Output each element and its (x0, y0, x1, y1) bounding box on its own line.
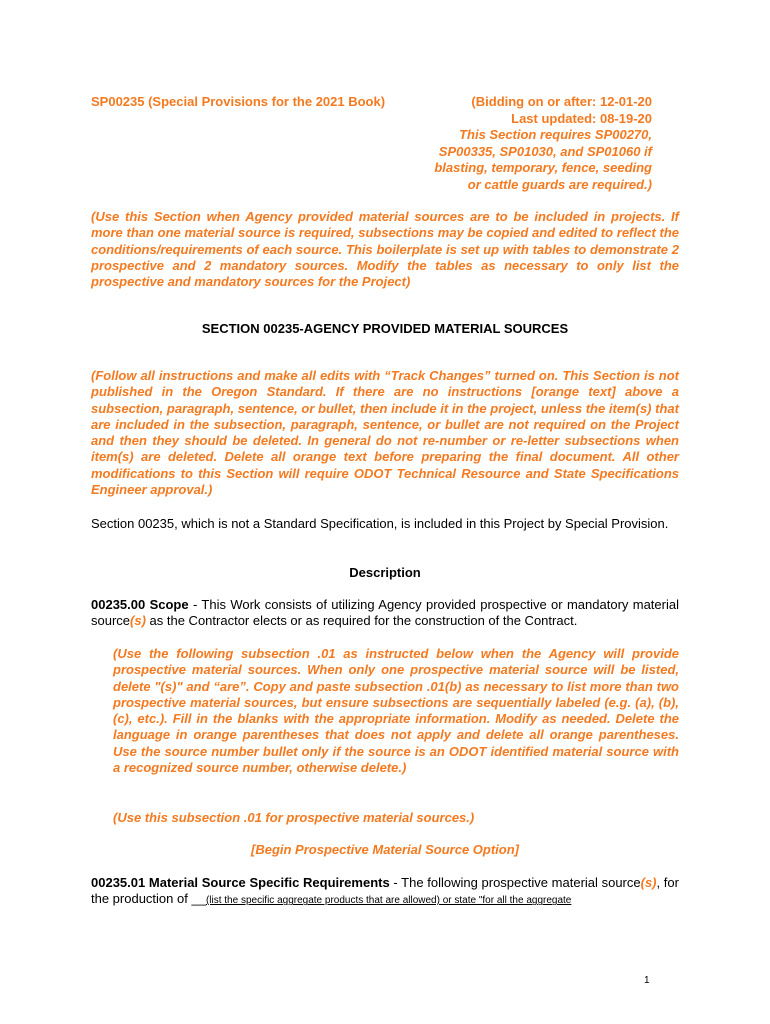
requirements-paragraph (91, 875, 679, 910)
requirements-text-production: , for the production of (91, 875, 679, 907)
requirements-text-line-1: - The following prospective material (389, 875, 598, 890)
header-last-updated: Last updated: 08-19-20 (511, 110, 652, 126)
header-bidding-date: (Bidding on or after: 12-01-20 (471, 94, 652, 109)
requirements-blank: __ (191, 891, 206, 907)
intro-instruction-note: (Use this Section when Agency provided material sources are to be included in projects. If more than one material source is required, subsections may be copied and edited to reflect the conditions/requirements of each source. This boilerplate is set up with tables to demonstrate 2 prospective and 2 mandatory sources. Modify the tables as necessary to only list the prospective and mandatory sources for the Project) (91, 209, 679, 290)
scope-paragraph (91, 597, 679, 630)
header-requires-line-1: This Section requires SP00270, (459, 127, 652, 142)
scope-text-after: as the Contractor elects or as required for the construction of the Contract. (145, 613, 578, 629)
page-number: 1 (644, 975, 650, 986)
header-requires-line-3: blasting, temporary, fence, seeding (434, 160, 652, 175)
header-requires-line-4: or cattle guards are required.) (467, 176, 652, 192)
subsection-instruction-note: (Use the following subsection .01 as instructed below when the Agency will provide prospective material sources. When only one prospective material source will be listed, delete "(s)" and “are”. Copy and paste subsection .01(b) as necessary to list more than two prospective material sources, but ensure subsections are sequentially labeled (e.g. (a), (b), (c), etc.). Fill in the blanks with the appropriate information. Modify as needed. Delete the language in orange parentheses that does not apply and delete all orange parentheses. Use the source number bullet only if the source is an ODOT identified material source with a recognized source number, otherwise delete.) (113, 646, 679, 776)
header-spec-id: SP00235 (Special Provisions for the 2021 Book) (91, 94, 386, 109)
header-requires-line-2: SP00335, SP01030, and SP01060 if (438, 143, 652, 159)
description-heading: Description (349, 565, 421, 580)
requirements-text-source: source (601, 875, 641, 890)
requirements-orange-s: (s) (640, 875, 657, 890)
requirements-underlined-instruction: (list the specific aggregate products that are allowed) or state "for all the aggregate (205, 895, 572, 907)
scope-label: 00235.00 Scope (91, 597, 189, 612)
header-bidding-info (434, 94, 652, 193)
section-title: SECTION 00235-AGENCY PROVIDED MATERIAL SOURCES (201, 321, 569, 336)
requirements-label: 00235.01 Material Source Specific Requirements (91, 875, 390, 890)
edit-instructions-note: (Follow all instructions and make all edits with “Track Changes” turned on. This Section is not published in the Oregon Standard. If there are no instructions [orange text] above a subsection, paragraph, sentence, or bullet, then include it in the project, unless the item(s) that are included in the subsection, paragraph, sentence, or bullet are not required on the Project and then they should be deleted. In general do not re-number or re-letter subsections when item(s) are deleted. Delete all orange text before preparing the final document. All other modifications to this Section will require ODOT Technical Resource and State Specifications Engineer approval.) (91, 368, 679, 498)
scope-text-before: - This Work consists of utilizing Agency provided prospective or mandatory material source (91, 597, 679, 629)
prospective-sources-note: (Use this subsection .01 for prospective material sources.) (113, 810, 475, 825)
begin-option-marker: [Begin Prospective Material Source Option] (251, 842, 519, 857)
section-statement: Section 00235, which is not a Standard Specification, is included in this Project by Special Provision. (91, 516, 669, 531)
scope-orange-s: (s) (130, 613, 146, 629)
